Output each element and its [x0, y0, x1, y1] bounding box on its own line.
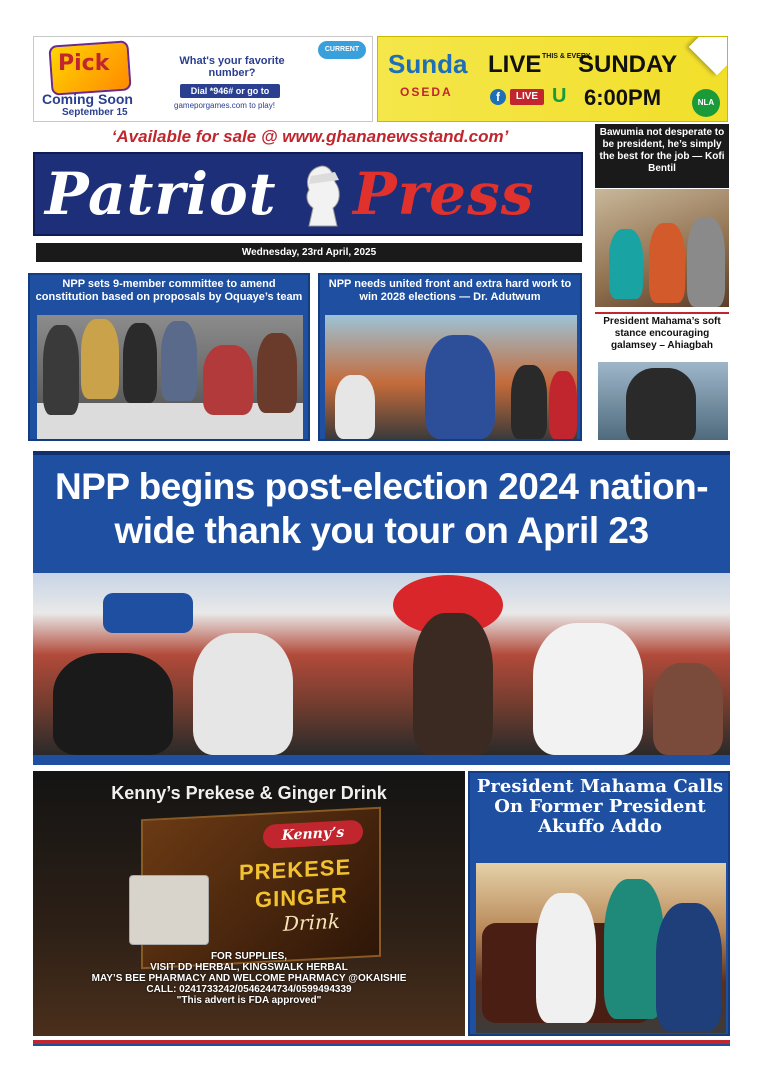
- pick-logo-text: Pick: [58, 51, 110, 76]
- patriot-bust-icon: [295, 162, 349, 230]
- thank-you-tour-crowd-photo: [33, 573, 730, 755]
- adutwum-story-photo: [325, 315, 577, 439]
- photo-figure: [536, 893, 596, 1023]
- committee-story-card[interactable]: [28, 273, 310, 441]
- photo-figure: [81, 319, 119, 399]
- supply-line: MAY’S BEE PHARMACY AND WELCOME PHARMACY @OKAISHIE: [91, 973, 407, 984]
- photo-figure: [649, 223, 685, 303]
- sunda-brand: Sunda: [388, 49, 468, 79]
- sunday-text: SUNDAY: [578, 51, 678, 78]
- game-site-text: gameporgames.com to play!: [174, 101, 275, 110]
- adutwum-story-headline: NPP needs united front and extra hard work to win 2028 elections — Dr. Adutwum: [328, 278, 572, 303]
- sunday-live-ad[interactable]: [377, 36, 728, 122]
- fda-approval-note: "This advert is FDA approved": [176, 995, 322, 1006]
- ahiagbah-photo: [598, 362, 728, 440]
- u-channel-icon: U: [552, 85, 567, 107]
- available-for-sale-banner: ‘Available for sale @ www.ghananewsstand.com’: [111, 127, 509, 146]
- supply-info: [53, 951, 445, 1006]
- masthead-title-right: Press: [353, 160, 535, 228]
- nla-logo-icon: NLA: [692, 89, 720, 117]
- photo-figure: [549, 371, 577, 439]
- product-name-prekese: PREKESE: [239, 854, 352, 886]
- photo-figure: [511, 365, 547, 439]
- kennys-drink-ad[interactable]: [33, 771, 465, 1036]
- supply-line: VISIT DD HERBAL, KINGSWALK HERBAL: [150, 962, 348, 973]
- issue-date: Wednesday, 23rd April, 2025: [36, 243, 582, 262]
- launch-date-text: September 15: [62, 107, 128, 118]
- masthead: [33, 152, 583, 236]
- page-bottom-rule: [33, 1040, 730, 1046]
- oseda-sub: OSEDA: [400, 85, 453, 99]
- committee-story-headline: NPP sets 9-member committee to amend constitution based on proposals by Oquaye’s team: [35, 278, 303, 303]
- photo-figure: [626, 368, 696, 440]
- mahama-visit-headline: President Mahama Calls On Former President Akuffo Addo: [476, 776, 724, 837]
- photo-figure: [161, 321, 197, 401]
- bawumia-story-headline[interactable]: Bawumia not desperate to be president, he’s simply the best for the job — Kofi Bentil: [595, 124, 729, 188]
- pick-lottery-ad[interactable]: [33, 36, 373, 122]
- teabag-image: [129, 875, 209, 945]
- photo-figure: [687, 217, 725, 307]
- favorite-number-question: What's your favorite number?: [179, 55, 285, 79]
- photo-figure: [203, 345, 253, 415]
- photo-figure: [413, 613, 493, 755]
- mahama-akufo-addo-story-card[interactable]: [468, 771, 730, 1036]
- photo-figure: [609, 229, 643, 299]
- product-name-drink: Drink: [283, 908, 340, 936]
- photo-figure: [604, 879, 664, 1019]
- photo-figure: [123, 323, 157, 403]
- dial-code: Dial *946# or go to: [180, 84, 280, 98]
- adutwum-story-card[interactable]: [318, 273, 582, 441]
- this-every-text: THIS & EVERY: [542, 53, 591, 60]
- page-curl-decoration: [689, 36, 728, 75]
- photo-figure: [257, 333, 297, 413]
- show-time: 6:00PM: [584, 85, 662, 110]
- photo-bottom-strip: [33, 755, 730, 765]
- lead-headline-band[interactable]: [33, 451, 730, 573]
- committee-story-photo: [37, 315, 303, 439]
- photo-figure: [656, 903, 722, 1031]
- product-name-ginger: GINGER: [255, 882, 348, 913]
- live-text: LIVE: [488, 51, 542, 78]
- photo-figure: [653, 663, 723, 755]
- photo-figure: [193, 633, 293, 755]
- masthead-title-left: Patriot: [45, 160, 277, 228]
- photo-figure: [335, 375, 375, 439]
- facebook-icon: f: [490, 89, 506, 105]
- photo-figure: [425, 335, 495, 439]
- photo-figure: [53, 653, 173, 755]
- bawumia-story-photo: [595, 189, 729, 307]
- supply-phone: CALL: 0241733242/0546244734/0599494339: [146, 984, 352, 995]
- photo-flag: [103, 593, 193, 633]
- coming-soon-text: Coming Soon: [42, 91, 133, 107]
- mahama-galamsey-headline[interactable]: President Mahama’s soft stance encouraging galamsey – Ahiagbah: [595, 312, 729, 360]
- lead-headline: NPP begins post-election 2024 nation-wide thank you tour on April 23: [54, 466, 709, 551]
- live-badge: LIVE: [510, 89, 544, 105]
- photo-figure: [533, 623, 643, 755]
- supply-line: FOR SUPPLIES,: [210, 951, 288, 962]
- mahama-visit-photo: [476, 863, 726, 1033]
- photo-figure: [43, 325, 79, 415]
- current-pick-pill: CURRENT PICK: [318, 41, 366, 59]
- kenny-ad-title: Kenny’s Prekese & Ginger Drink: [111, 783, 387, 803]
- kennys-brand-label: Kenny’s: [263, 820, 363, 849]
